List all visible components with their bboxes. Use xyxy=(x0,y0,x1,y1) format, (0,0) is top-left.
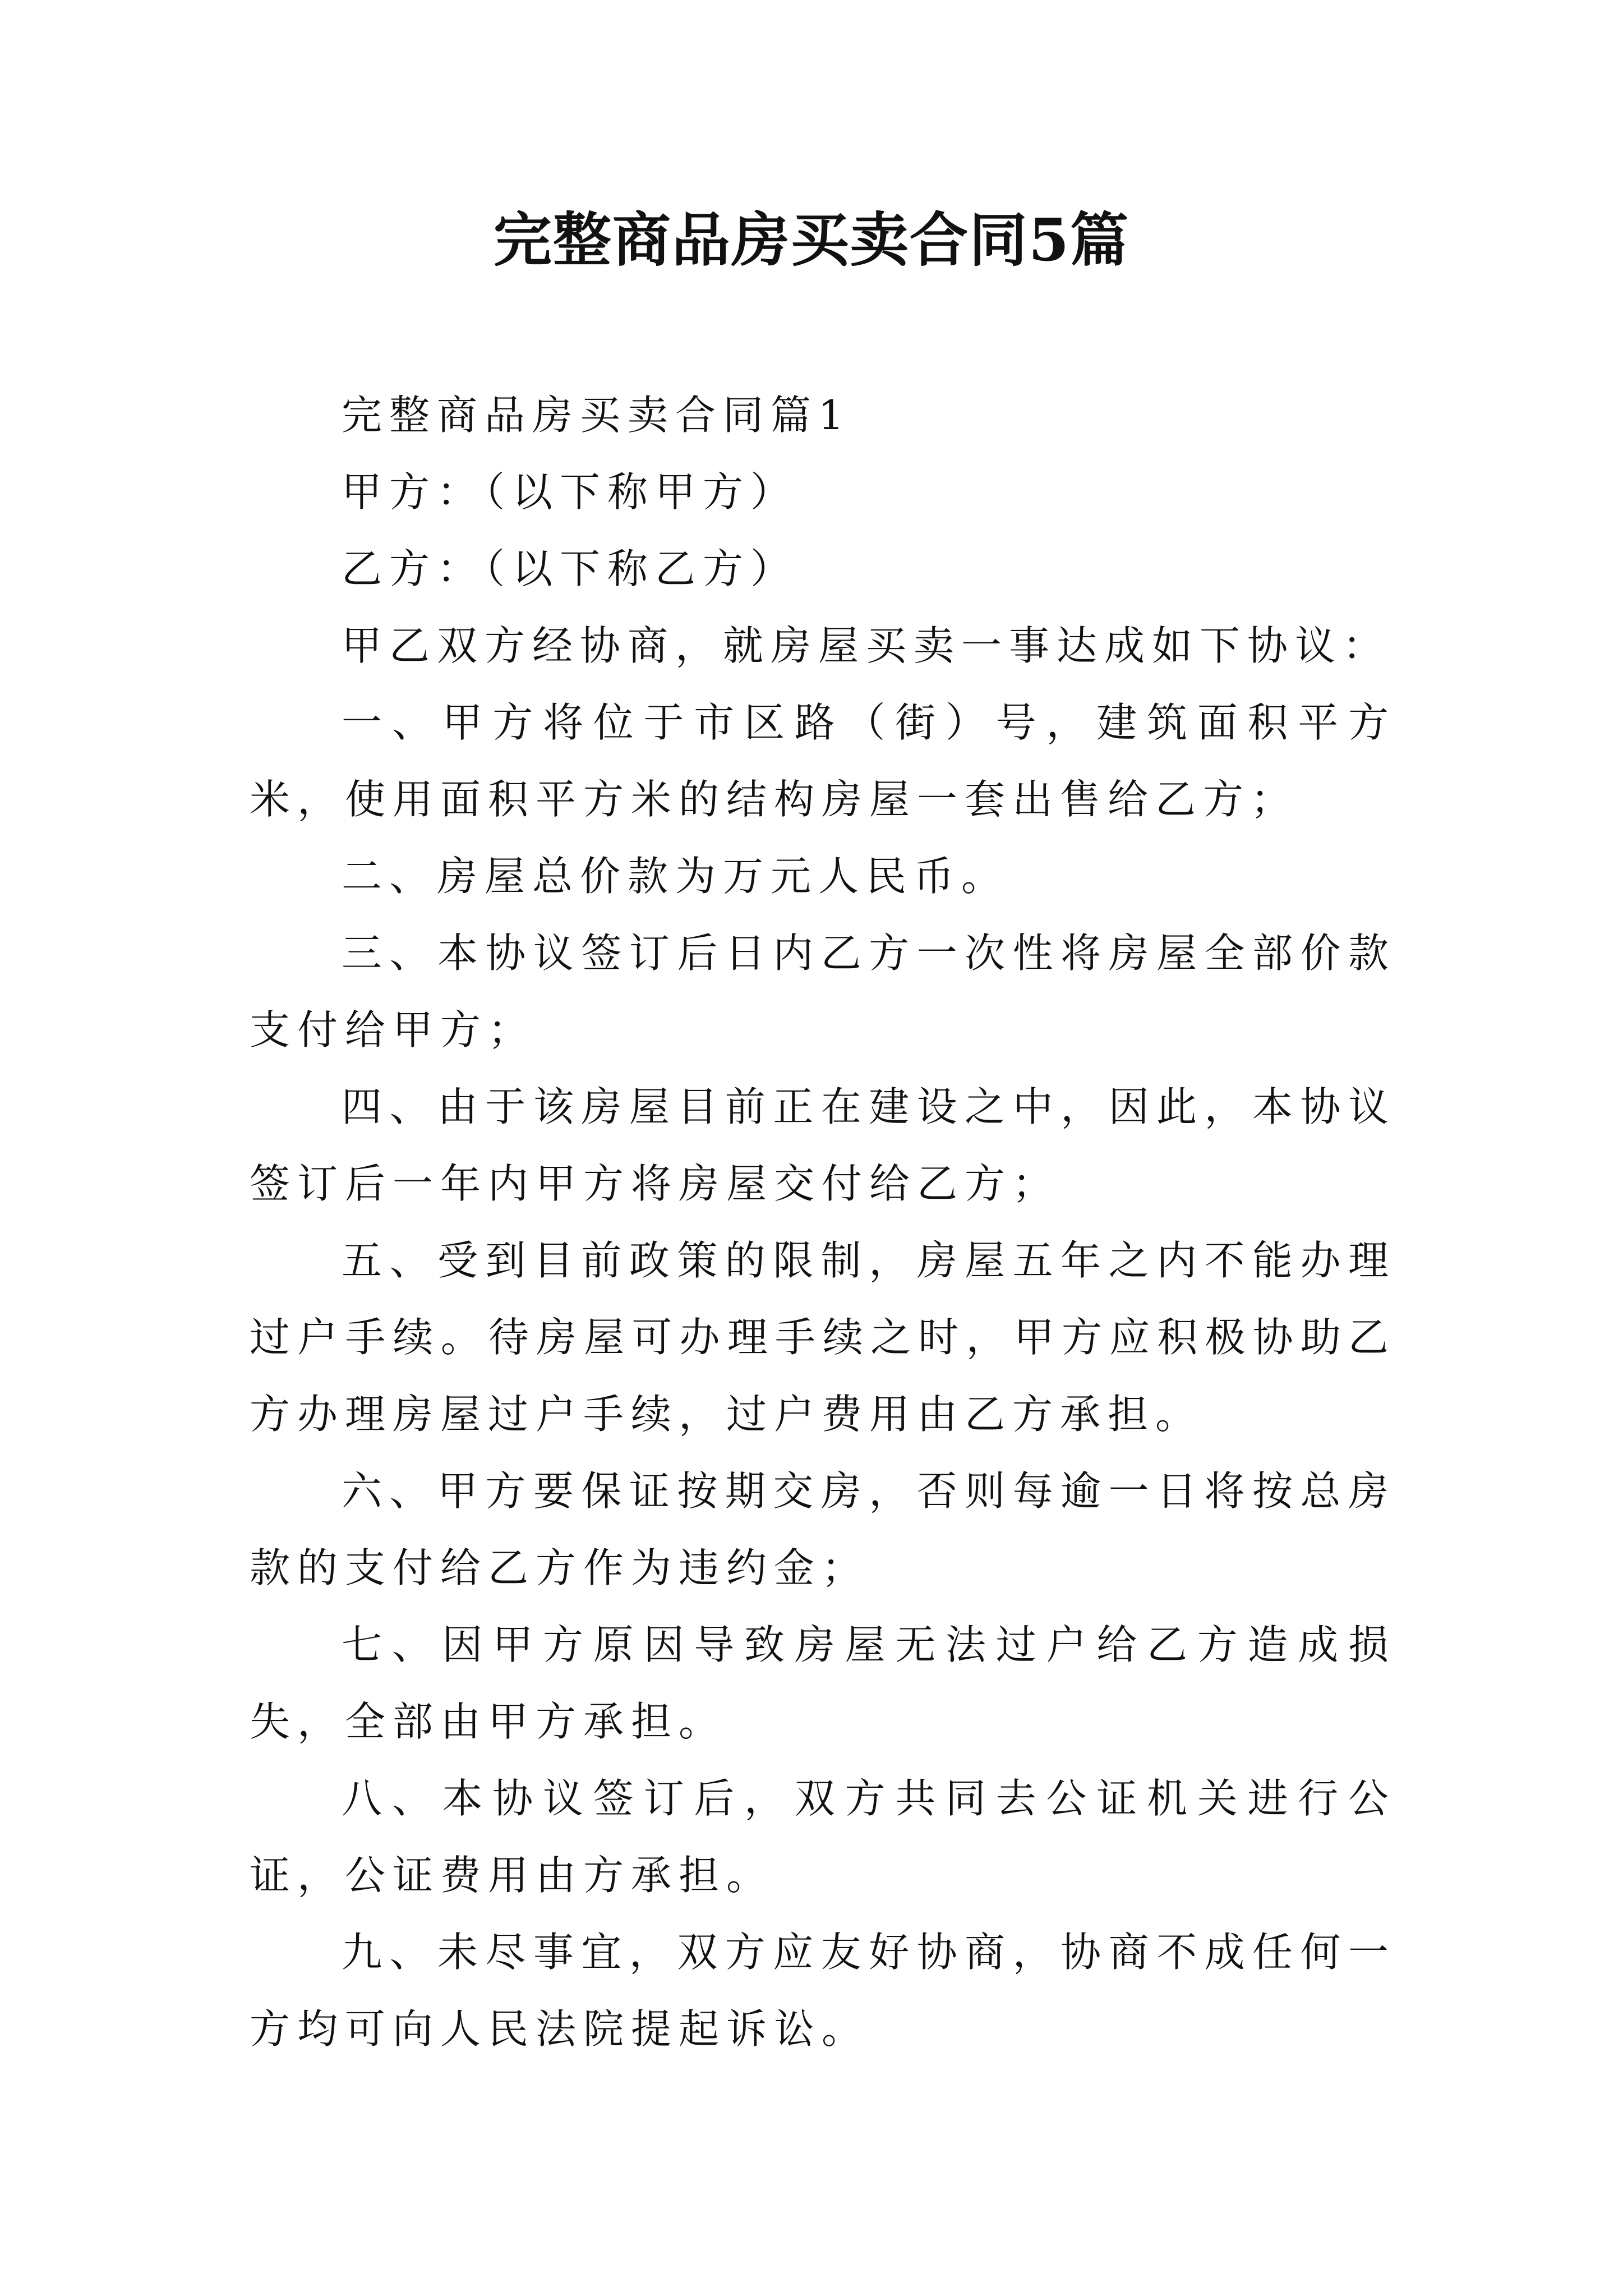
clause-2: 二、房屋总价款为万元人民币。 xyxy=(342,853,1009,900)
clause-7: 七、因甲方原因导致房屋无法过户给乙方造成损失，全部由甲方承担。 xyxy=(250,1621,1396,1745)
agreement-intro: 甲乙双方经协商，就房屋买卖一事达成如下协议： xyxy=(342,622,1391,669)
document-title: 完整商品房买卖合同5篇 xyxy=(493,205,1130,274)
clause-8: 八、本协议签订后，双方共同去公证机关进行公证，公证费用由方承担。 xyxy=(250,1775,1396,1899)
clause-1: 一、甲方将位于市区路（街）号，建筑面积平方米，使用面积平方米的结构房屋一套出售给乙方； xyxy=(250,699,1396,823)
clause-9: 九、未尽事宜，双方应友好协商，协商不成任何一方均可向人民法院提起诉讼。 xyxy=(250,1929,1396,2053)
clause-4: 四、由于该房屋目前正在建设之中，因此，本协议签订后一年内甲方将房屋交付给乙方； xyxy=(250,1083,1396,1207)
clause-6: 六、甲方要保证按期交房，否则每逾一日将按总房款的支付给乙方作为违约金； xyxy=(250,1467,1396,1591)
document-body xyxy=(250,377,1396,2068)
clause-3: 三、本协议签订后日内乙方一次性将房屋全部价款支付给甲方； xyxy=(250,930,1396,1053)
party-a-line: 甲方：（以下称甲方） xyxy=(342,468,799,516)
clause-5: 五、受到目前政策的限制，房屋五年之内不能办理过户手续。待房屋可办理手续之时，甲方应积极协助乙方办理房屋过户手续，过户费用由乙方承担。 xyxy=(250,1237,1396,1438)
section-heading: 完整商品房买卖合同篇1 xyxy=(342,392,851,439)
party-b-line: 乙方：（以下称乙方） xyxy=(342,545,799,592)
